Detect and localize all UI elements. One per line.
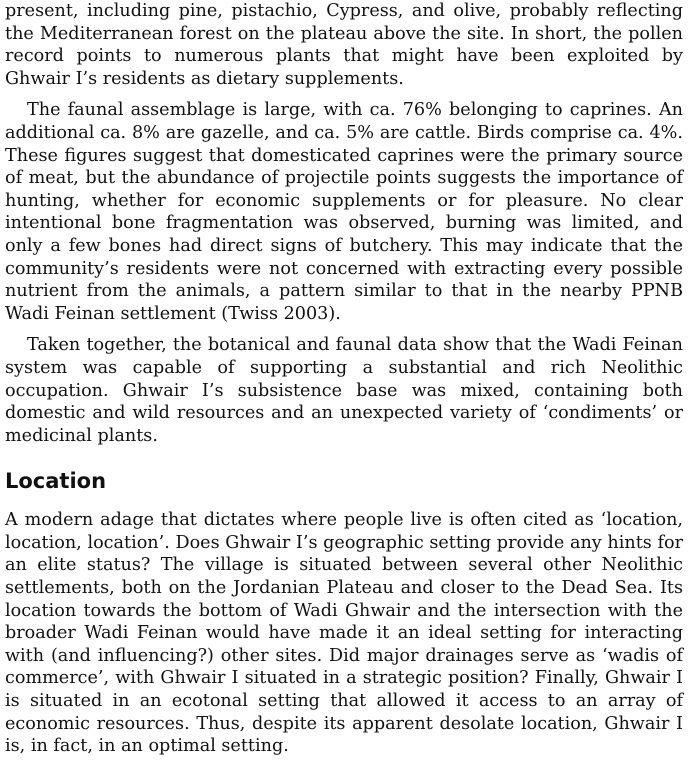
document-page (5, 0, 683, 758)
faunal-paragraph: The faunal assemblage is large, with ca. 76% belonging to caprines. An additional ca. 8% are gazelle, and ca. 5% are cattle. Birds comprise ca. 4%. These figures suggest that domesticated caprines were the primary source of meat, but the abundance of projectile points suggests the importance of hunting, whether for economic supplements or for pleasure. No clear intentional bone fragmentation was observed, burning was limited, and only a few bones had direct signs of butchery. This may indicate that the community’s residents were not concerned with extracting every possible nutrient from the animals, a pattern similar to that in the nearby PPNB Wadi Feinan settlement (Twiss 2003). (5, 100, 683, 324)
pollen-paragraph: present, including pine, pistachio, Cypress, and olive, probably reflecting the Mediterranean forest on the plateau above the site. In short, the pollen record points to numerous plants that might have been exploited by Ghwair I’s residents as dietary supplements. (5, 1, 683, 89)
location-paragraph: A modern adage that dictates where people live is often cited as ‘location, location, location’. Does Ghwair I’s geographic setting provide any hints for an elite status? The village is situated between several other Neolithic settlements, both on the Jordanian Plateau and closer to the Dead Sea. Its location towards the bottom of Wadi Ghwair and the intersection with the broader Wadi Feinan would have made it an ideal setting for interacting with (and influencing?) other sites. Did major drainages serve as ‘wadis of commerce’, with Ghwair I situated in a strategic position? Finally, Ghwair I is situated in an ecotonal setting that allowed it access to an array of economic resources. Thus, despite its apparent desolate location, Ghwair I is, in fact, in an optimal setting. (5, 510, 683, 757)
section-heading: Location (5, 469, 107, 494)
summary-paragraph: Taken together, the botanical and faunal data show that the Wadi Feinan system was capable of supporting a substantial and rich Neolithic occupation. Ghwair I’s subsistence base was mixed, containing both domestic and wild resources and an unexpected variety of ‘condiments’ or medicinal plants. (5, 335, 683, 446)
